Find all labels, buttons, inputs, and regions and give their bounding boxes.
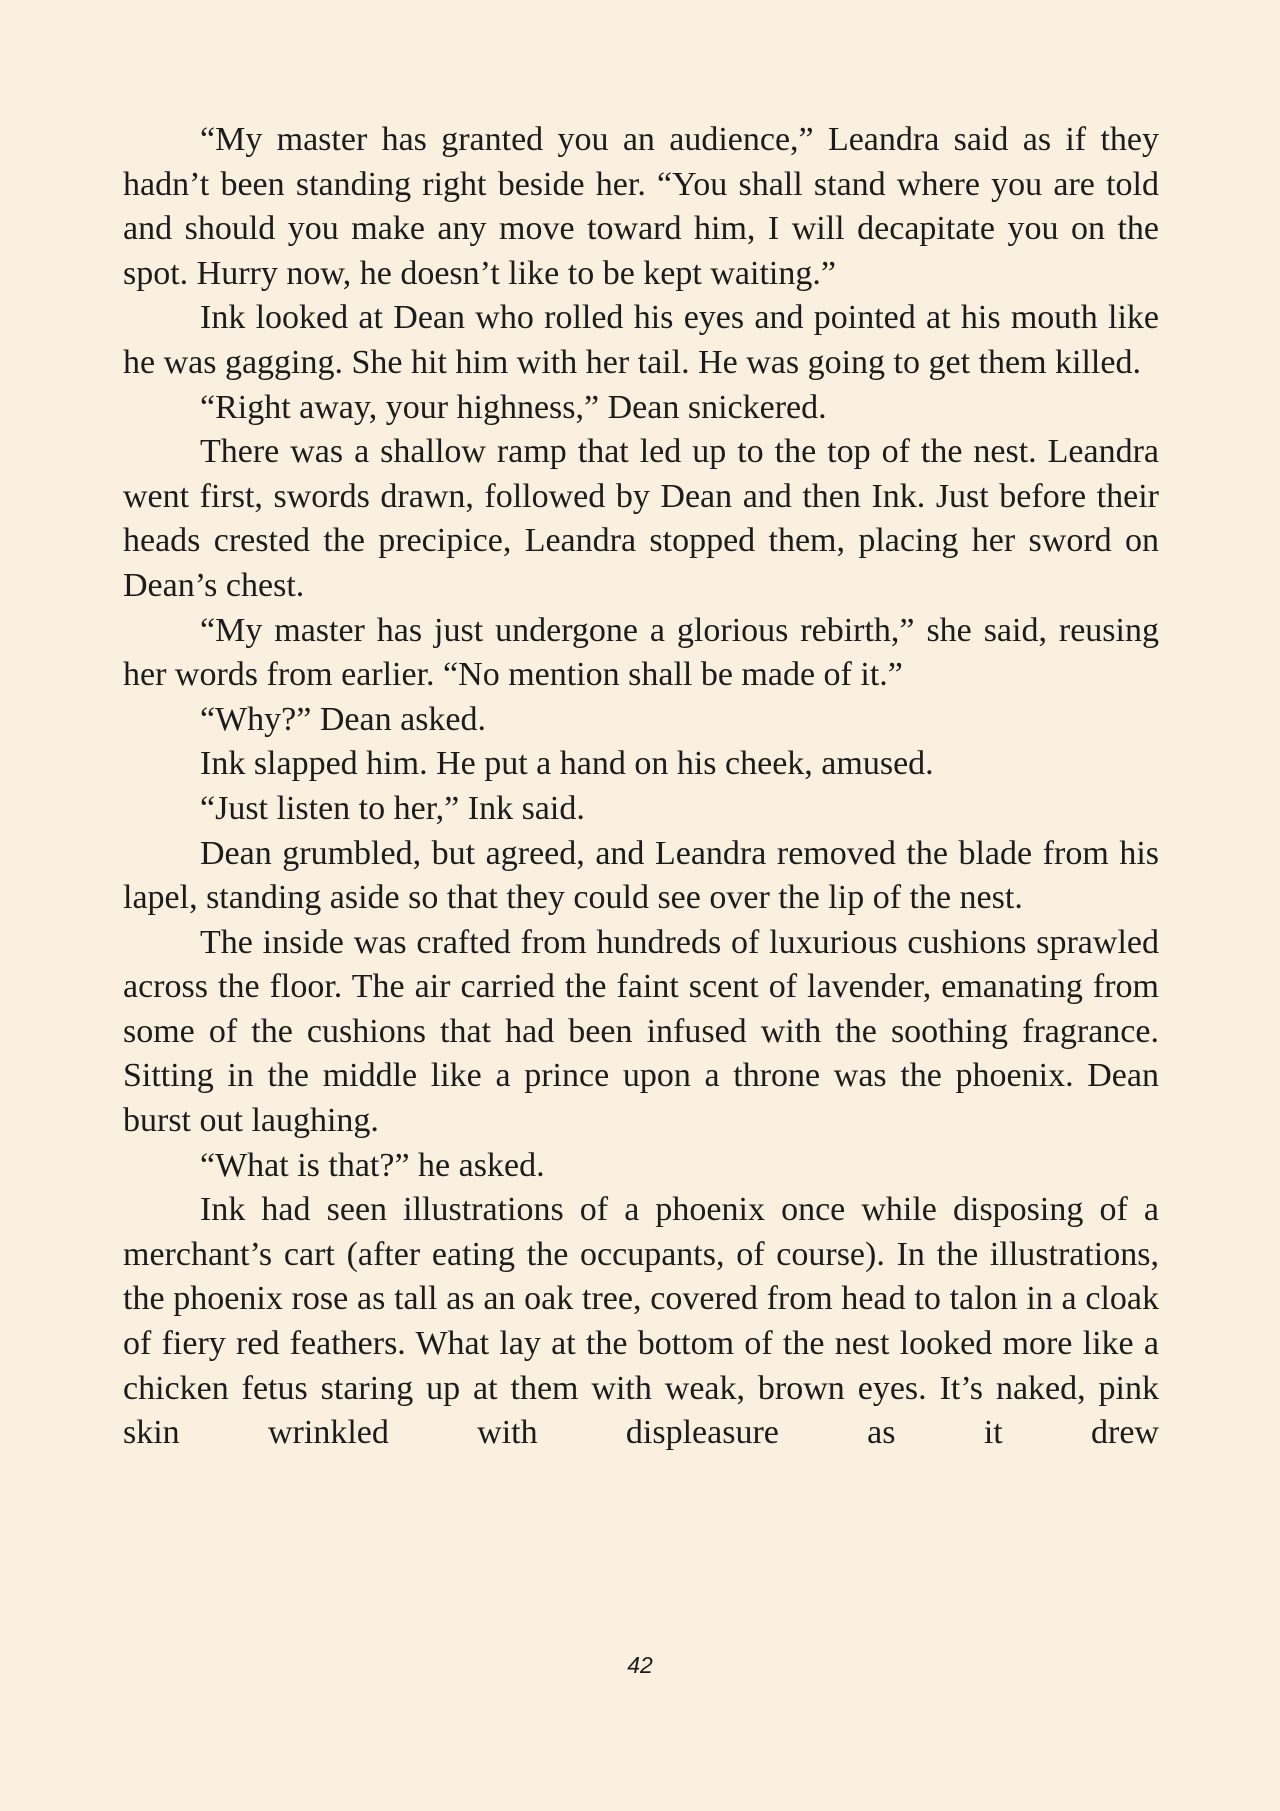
- paragraph: “Why?” Dean asked.: [200, 700, 487, 738]
- paragraph: The inside was crafted from hundreds of luxurious cushions sprawled across the floor. The air carried the faint scent of lavender, emanating from some of the cushions that had been infused with the soothing fragrance. Sitting in the middle like a prince upon a throne was the phoenix. Dean burst out laughing.: [123, 923, 1159, 1140]
- paragraph: “Just listen to her,” Ink said.: [200, 789, 585, 827]
- paragraph: There was a shallow ramp that led up to the top of the nest. Leandra went first, swords drawn, followed by Dean and then Ink. Just before their heads crested the precipice, Leandra stopped them, placing her sword on Dean’s chest.: [123, 433, 1159, 604]
- paragraph: “What is that?” he asked.: [200, 1146, 545, 1184]
- paragraph: “Right away, your highness,” Dean snickered.: [200, 388, 827, 426]
- paragraph: Dean grumbled, but agreed, and Leandra removed the blade from his lapel, standing aside so that they could see over the lip of the nest.: [123, 834, 1159, 917]
- paragraph: “My master has just undergone a glorious rebirth,” she said, reusing her words from earlier. “No mention shall be made of it.”: [123, 611, 1159, 694]
- paragraph: Ink had seen illustrations of a phoenix once while disposing of a merchant’s cart (after eating the occupants, of course). In the illustrations, the phoenix rose as tall as an oak tree, covered from head to talon in a cloak of fiery red feathers. What lay at the bottom of the nest looked more like a chicken fetus staring up at them with weak, brown eyes. It’s naked, pink skin wrinkled with displeasure as it drew: [123, 1191, 1159, 1452]
- paragraph: “My master has granted you an audience,” Leandra said as if they hadn’t been standing right beside her. “You shall stand where you are told and should you make any move toward him, I will decapitate you on the spot. Hurry now, he doesn’t like to be kept waiting.”: [123, 121, 1159, 292]
- paragraph: Ink looked at Dean who rolled his eyes and pointed at his mouth like he was gagging. She hit him with her tail. He was going to get them killed.: [123, 299, 1159, 381]
- page-number: 42: [627, 1652, 653, 1678]
- body-text: [123, 118, 1159, 1456]
- paragraph: Ink slapped him. He put a hand on his cheek, amused.: [200, 745, 934, 783]
